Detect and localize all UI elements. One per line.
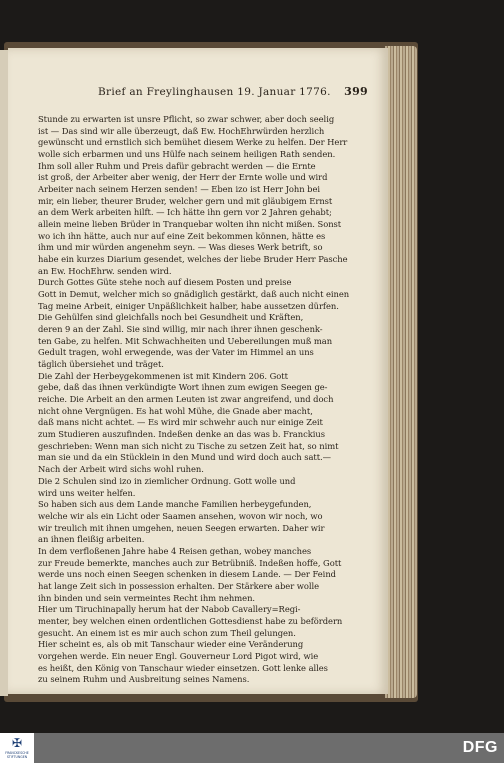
text-line: werde uns noch einen Seegen schenken in diesem Lande. — Der Feind: [38, 569, 336, 580]
text-line: vorgehen werde. Ein neuer Engl. Gouverneur Lord Pigot wird, wie: [38, 650, 319, 661]
text-line: an ihnen fleißig arbeiten.: [38, 534, 145, 545]
text-line: hat lange Zeit sich in possession erhalten. Der Stärkere aber wolle: [38, 580, 320, 591]
text-line: Arbeiter nach seinem Herzen senden! — Eben izo ist Herr John bei: [38, 184, 321, 195]
text-line: Gott in Demut, welcher mich so gnädiglich gestärkt, daß auch nicht einen: [38, 289, 350, 300]
running-title: Brief an Freylinghausen 19. Januar 1776.: [98, 86, 331, 98]
text-line: Tag meine Arbeit, einiger Unpäßlichkeit halber, habe aussetzen dürfen.: [38, 300, 339, 311]
text-line: Durch Gottes Güte stehe noch auf diesem Posten und preise: [38, 277, 292, 288]
text-line: Hier um Tiruchinapally herum hat der Nabob Cavallery=Regi-: [38, 604, 301, 615]
text-line: zum Studieren auszufinden. Indeßen denke an das was b. Franckius: [38, 429, 325, 440]
text-line: wird uns weiter helfen.: [38, 487, 136, 498]
text-line: Gedult tragen, wohl erwegende, was der Vater im Himmel an uns: [38, 347, 314, 358]
text-line: ihn binden und sein vermeintes Recht ihm nehmen.: [38, 592, 256, 603]
library-emblem-icon: ✠: [11, 736, 23, 750]
running-header: [98, 86, 368, 102]
text-line: zu seinem Ruhm und Ausbreitung seines Namens.: [38, 674, 250, 685]
text-line: ihm und mir würden angenehm seyn. — Was dieses Werk betrift, so: [38, 242, 323, 253]
text-line: In dem verfloßenen Jahre habe 4 Reisen gethan, wobey manches: [38, 545, 312, 556]
book-page: [8, 48, 388, 694]
text-line: wir treulich mit ihnen umgehen, neuen Seegen erwarten. Daher wir: [38, 522, 325, 533]
text-line: So haben sich aus dem Lande manche Familien herbeygefunden,: [38, 499, 312, 510]
text-line: allein meine lieben Brüder in Tranquebar wolten ihn nicht mißen. Sonst: [38, 219, 342, 230]
text-line: ten Gabe, zu helfen. Mit Schwachheiten und Uebereilungen muß man: [38, 335, 333, 346]
text-line: Ihm soll aller Ruhm und Preis dafür gebracht werden — die Ernte: [38, 160, 316, 171]
text-line: gebe, daß das ihnen verkündigte Wort ihnen zum ewigen Seegen ge-: [38, 382, 328, 393]
text-line: daß mans nicht achtet. — Es wird mir schwehr auch nur einige Zeit: [38, 417, 323, 428]
footer-bar: [0, 733, 504, 763]
library-logo-text: FRANCKESCHE STIFTUNGEN: [5, 751, 29, 759]
text-line: mir, ein lieber, theurer Bruder, welcher gern und mit gläubigem Ernst: [38, 195, 333, 206]
text-line: Die 2 Schulen sind izo in ziemlicher Ordnung. Gott wolle und: [38, 475, 296, 486]
text-line: Die Gehülfen sind gleichfalls noch bei Gesundheit und Kräften,: [38, 312, 304, 323]
library-logo[interactable]: [0, 733, 34, 763]
text-line: deren 9 an der Zahl. Sie sind willig, mir nach ihrer ihnen geschenk-: [38, 324, 323, 335]
previous-page-strip: [0, 50, 8, 696]
text-line: habe ein kurzes Diarium gesendet, welches der liebe Bruder Herr Pasche: [38, 254, 348, 265]
text-line: an dem Werk arbeiten hilft. — Ich hätte ihn gern vor 2 Jahren gehabt;: [38, 207, 332, 218]
page-number: 399: [344, 85, 368, 98]
text-line: an Ew. HochEhrw. senden wird.: [38, 265, 172, 276]
text-line: zur Freude bemerkte, manches auch zur Betrübniß. Indeßen hoffe, Gott: [38, 557, 342, 568]
text-line: man sie und da ein Stücklein in den Mund und wird doch auch satt.—: [38, 452, 331, 463]
text-line: gewünscht und ernstlich sich bemühet diesem Werke zu helfen. Der Herr: [38, 137, 348, 148]
text-line: nicht ohne Vergnügen. Es hat wohl Mühe, die Gnade aber macht,: [38, 405, 313, 416]
page-body-text: [38, 114, 368, 686]
text-line: täglich übersiehet und träget.: [38, 359, 164, 370]
text-line: welche wir als ein Licht oder Saamen ansehen, wovon wir noch, wo: [38, 510, 323, 521]
text-line: Hier scheint es, als ob mit Tanschaur wieder eine Veränderung: [38, 639, 304, 650]
text-line: ist groß, der Arbeiter aber wenig, der Herr der Ernte wolle und wird: [38, 172, 328, 183]
funder-logo[interactable]: DFG: [462, 739, 498, 756]
text-line: ist — Das sind wir alle überzeugt, daß Ew. HochEhrwürden herzlich: [38, 125, 325, 136]
text-line: wo ich ihn hätte, auch nur auf eine Zeit bekommen können, hätte es: [38, 230, 326, 241]
text-line: es heißt, den König von Tanschaur wieder einsetzen. Gott lenke alles: [38, 662, 328, 673]
text-line: reiche. Die Arbeit an den armen Leuten ist zwar angreifend, und doch: [38, 394, 334, 405]
text-line: menter, bey welchen einen ordentlichen Gottesdienst habe zu befördern: [38, 615, 343, 626]
text-line: wolle sich erbarmen und uns Hülfe nach seinem heiligen Rath senden.: [38, 149, 336, 160]
text-line: gesucht. An einem ist es mir auch schon zum Theil gelungen.: [38, 627, 296, 638]
text-line: Die Zahl der Herbeygekommenen ist mit Kindern 206. Gott: [38, 370, 288, 381]
text-line: Stunde zu erwarten ist unsre Pflicht, so zwar schwer, aber doch seelig: [38, 114, 335, 124]
page-edges: [385, 46, 417, 698]
text-line: Nach der Arbeit wird sichs wohl ruhen.: [38, 464, 204, 475]
text-line: geschrieben: Wenn man sich nicht zu Tische zu setzen Zeit hat, so nimt: [38, 440, 339, 451]
